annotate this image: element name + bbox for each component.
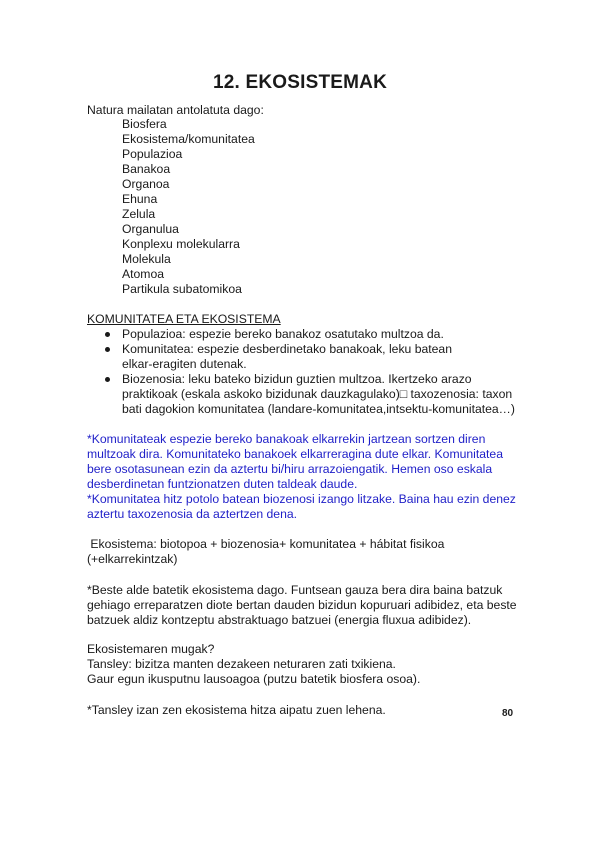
paragraph-line: multzoak dira. Komunitateko banakoek elkarreragina dute elkar. Komunitatea xyxy=(87,447,503,461)
paragraph-line: Ekosistema: biotopoa + biozenosia+ komunitatea + hábitat fisikoa xyxy=(87,537,445,551)
bullet-item-biozenosia xyxy=(103,372,523,417)
level-item: Ehuna xyxy=(122,192,158,206)
bullet-line: elkar-eragiten dutenak. xyxy=(122,357,247,371)
level-item: Zelula xyxy=(122,207,156,221)
bullet-icon xyxy=(105,377,110,382)
level-item: Atomoa xyxy=(122,267,165,281)
komunitatea-note-paragraph xyxy=(87,432,527,522)
level-item: Organoa xyxy=(122,177,170,191)
bullet-icon xyxy=(105,347,110,352)
ekosistema-definition xyxy=(87,537,517,567)
paragraph-line: Gaur egun ikusputnu lausoagoa (putzu batetik biosfera osoa). xyxy=(87,672,421,686)
level-item: Partikula subatomikoa xyxy=(122,282,242,296)
level-item: Banakoa xyxy=(122,162,171,176)
bullet-icon xyxy=(105,332,110,337)
page-title: 12. EKOSISTEMAK xyxy=(212,72,388,93)
paragraph-line: *Komunitateak espezie bereko banakoak elkarrekin jartzean sortzen diren xyxy=(87,432,486,446)
level-item: Ekosistema/komunitatea xyxy=(122,132,255,146)
ekosistema-mugak-paragraph xyxy=(87,642,527,687)
organization-levels-list xyxy=(122,117,255,297)
bullet-line: Biozenosia: leku bateko bizidun guztien multzoa. Ikertzeko arazo xyxy=(122,372,472,386)
bullet-item-komunitatea xyxy=(103,342,523,372)
definitions-bullet-list xyxy=(103,327,523,417)
level-item: Biosfera xyxy=(122,117,167,131)
paragraph-line: Ekosistemaren mugak? xyxy=(87,642,215,656)
tansley-note: *Tansley izan zen ekosistema hitza aipatu zuen lehena. xyxy=(87,703,386,717)
level-item: Konplexu molekularra xyxy=(122,237,240,251)
beste-alde-paragraph xyxy=(87,583,527,628)
paragraph-line: gehiago erreparatzen diote bertan dauden bizidun kopuruari adibidez, eta beste xyxy=(87,598,517,612)
paragraph-line: *Komunitatea hitz potolo batean biozenosi izango litzake. Baina hau ezin denez xyxy=(87,492,516,506)
bullet-line: praktikoak (eskala askoko bizidunak dauzkagulako)□ taxozenosia: taxon xyxy=(122,387,513,401)
bullet-line: Populazioa: espezie bereko banakoz osatutako multzoa da. xyxy=(122,327,444,341)
paragraph-line: (+elkarrekintzak) xyxy=(87,552,178,566)
paragraph-line: aztertu taxozenosia da aztertzen dena. xyxy=(87,507,298,521)
intro-text: Natura mailatan antolatuta dago: xyxy=(87,103,264,117)
paragraph-line: batzuek aldiz kontzeptu abstraktuago batzuei (energia fluxua adibidez). xyxy=(87,613,472,627)
paragraph-line: Tansley: bizitza manten dezakeen neturaren zati txikiena. xyxy=(87,657,396,671)
level-item: Populazioa xyxy=(122,147,183,161)
page-number: 80 xyxy=(502,708,514,719)
paragraph-line: *Beste alde batetik ekosistema dago. Funtsean gauza bera dira baina batzuk xyxy=(87,583,503,597)
paragraph-line: desberdinetan funtzionatzen duten taldeak daude. xyxy=(87,477,358,491)
paragraph-line: bere osotasunean ezin da aztertu bi/hiru arrazoiengatik. Hemen oso eskala xyxy=(87,462,493,476)
bullet-line: bati dagokion komunitatea (landare-komunitatea,intsektu-komunitatea…) xyxy=(122,402,515,416)
level-item: Organulua xyxy=(122,222,179,236)
level-item: Molekula xyxy=(122,252,171,266)
section-heading: KOMUNITATEA ETA EKOSISTEMA xyxy=(87,312,281,326)
bullet-item-populazioa xyxy=(103,327,523,342)
bullet-line: Komunitatea: espezie desberdinetako banakoak, leku batean xyxy=(122,342,452,356)
